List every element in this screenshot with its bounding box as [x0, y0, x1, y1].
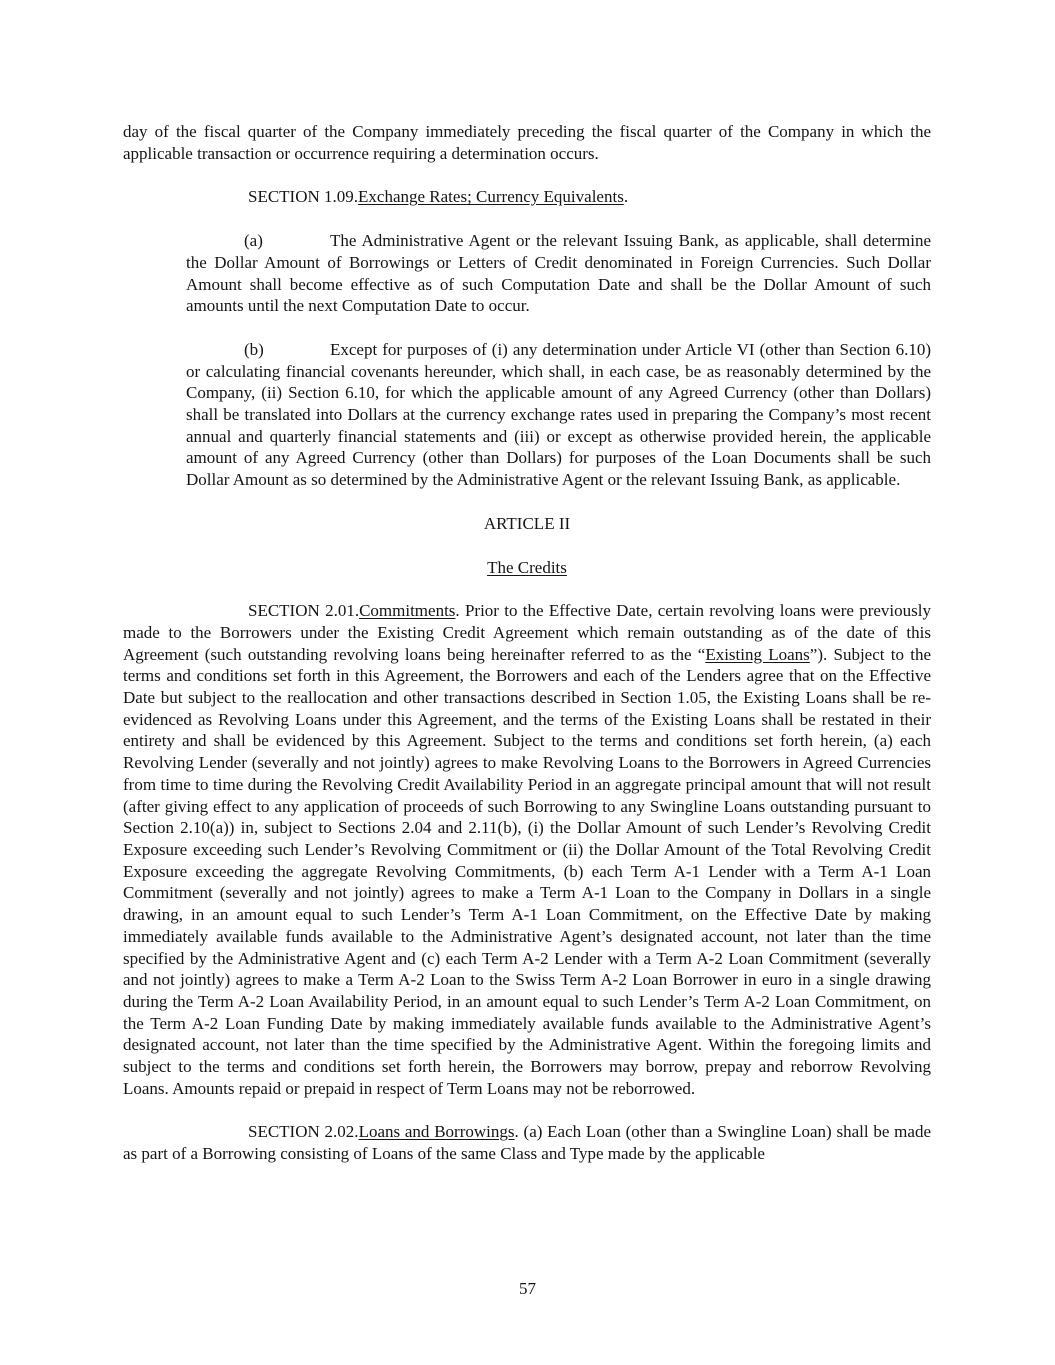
section-2-02-paragraph [123, 1121, 931, 1164]
paragraph-a-text: The Administrative Agent or the relevant Issuing Bank, as applicable, shall determine the Dollar Amount of Borrowings or Letters of Credit denominated in Foreign Currencies. Such Dollar Amount shall become effective as of such Computation Date and shall be the Dollar Amount of such amounts until the next Computation Date to occur. [186, 231, 931, 316]
paragraph-b-text: Except for purposes of (i) any determination under Article VI (other than Section 6.10) or calculating financial covenants hereunder, which shall, in each case, be as reasonably determined by the Company, (ii) Section 6.10, for which the applicable amount of any Agreed Currency (other than Dollars) shall be translated into Dollars at the currency exchange rates used in preparing the Company’s most recent annual and quarterly financial statements and (iii) or except as otherwise provided herein, the applicable amount of any Agreed Currency (other than Dollars) for purposes of the Loan Documents shall be such Dollar Amount as so determined by the Administrative Agent or the relevant Issuing Bank, as applicable. [186, 339, 931, 490]
section-1-09-title-period: . [623, 187, 629, 207]
section-1-09-title: Exchange Rates; Currency Equivalents [358, 187, 624, 207]
article-ii-heading: ARTICLE II [483, 513, 571, 533]
the-credits-text: The Credits [487, 557, 567, 577]
section-2-02-body: . (a) Each Loan (other than a Swingline Loan) shall be made as part of a Borrowing consisting of Loans of the same Class and Type made by the applicable [123, 1122, 932, 1164]
section-2-01-label: SECTION 2.01. [248, 601, 360, 621]
document-content [123, 121, 931, 1187]
section-2-01-paragraph [123, 600, 931, 1099]
intro-paragraph [123, 121, 931, 164]
the-credits-heading [123, 557, 931, 579]
section-2-01-body-1: . Prior to the Effective Date, certain revolving loans were previously made to the Borrowers under the Existing Credit Agreement which remain outstanding as of the date of this Agreement (such outstanding revolving loans being hereinafter referred to as the “ [123, 601, 931, 664]
section-1-09-heading [123, 186, 931, 208]
section-2-01-title: Commitments [359, 601, 456, 621]
page-number: 57 [519, 1279, 536, 1298]
section-2-01-body-2: ”). Subject to the terms and conditions set forth in this Agreement, the Borrowers and each of the Lenders agree that on the Effective Date but subject to the reallocation and other transactions described in Section 1.05, the Existing Loans shall be re-evidenced as Revolving Loans under this Agreement, and the terms of the Existing Loans shall be restated in their entirety and shall be evidenced by this Agreement. Subject to the terms and conditions set forth herein, (a) each Revolving Lender (severally and not jointly) agrees to make Revolving Loans to the Borrowers in Agreed Currencies from time to time during the Revolving Credit Availability Period in an aggregate principal amount that will not result (after giving effect to any application of proceeds of such Borrowing to any Swingline Loans outstanding pursuant to Section 2.10(a)) in, subject to Sections 2.04 and 2.11(b), (i) the Dollar Amount of such Lender’s Revolving Credit Exposure exceeding such Lender’s Revolving Commitment or (ii) the Dollar Amount of the Total Revolving Credit Exposure exceeding the aggregate Revolving Commitments, (b) each Term A-1 Lender with a Term A-1 Loan Commitment (severally and not jointly) agrees to make a Term A-1 Loan to the Company in Dollars in a single drawing, in an amount equal to such Lender’s Term A-1 Loan Commitment, on the Effective Date by making immediately available funds available to the Administrative Agent’s designated account, not later than the time specified by the Administrative Agent and (c) each Term A-2 Lender with a Term A-2 Loan Commitment (severally and not jointly) agrees to make a Term A-2 Loan to the Swiss Term A-2 Loan Borrower in euro in a single drawing during the Term A-2 Loan Availability Period, in an amount equal to such Lender’s Term A-2 Loan Commitment, on the Term A-2 Loan Funding Date by making immediately available funds available to the Administrative Agent’s designated account, not later than the time specified by the Administrative Agent. Within the foregoing limits and subject to the terms and conditions set forth herein, the Borrowers may borrow, prepay and reborrow Revolving Loans. Amounts repaid or prepaid in respect of Term Loans may not be reborrowed. [123, 644, 931, 1098]
paragraph-b [186, 339, 931, 491]
section-2-02-title: Loans and Borrowings [358, 1122, 515, 1142]
intro-text: day of the fiscal quarter of the Company immediately preceding the fiscal quarter of the Company in which the applicable transaction or occurrence requiring a determination occurs. [123, 122, 931, 163]
paragraph-a-marker: (a) [244, 231, 263, 251]
paragraph-a [186, 230, 931, 317]
defined-term-existing-loans: Existing Loans [705, 644, 810, 664]
section-2-02-label: SECTION 2.02. [248, 1122, 359, 1142]
section-1-09-label: SECTION 1.09. [248, 187, 359, 207]
paragraph-b-marker: (b) [244, 339, 264, 359]
